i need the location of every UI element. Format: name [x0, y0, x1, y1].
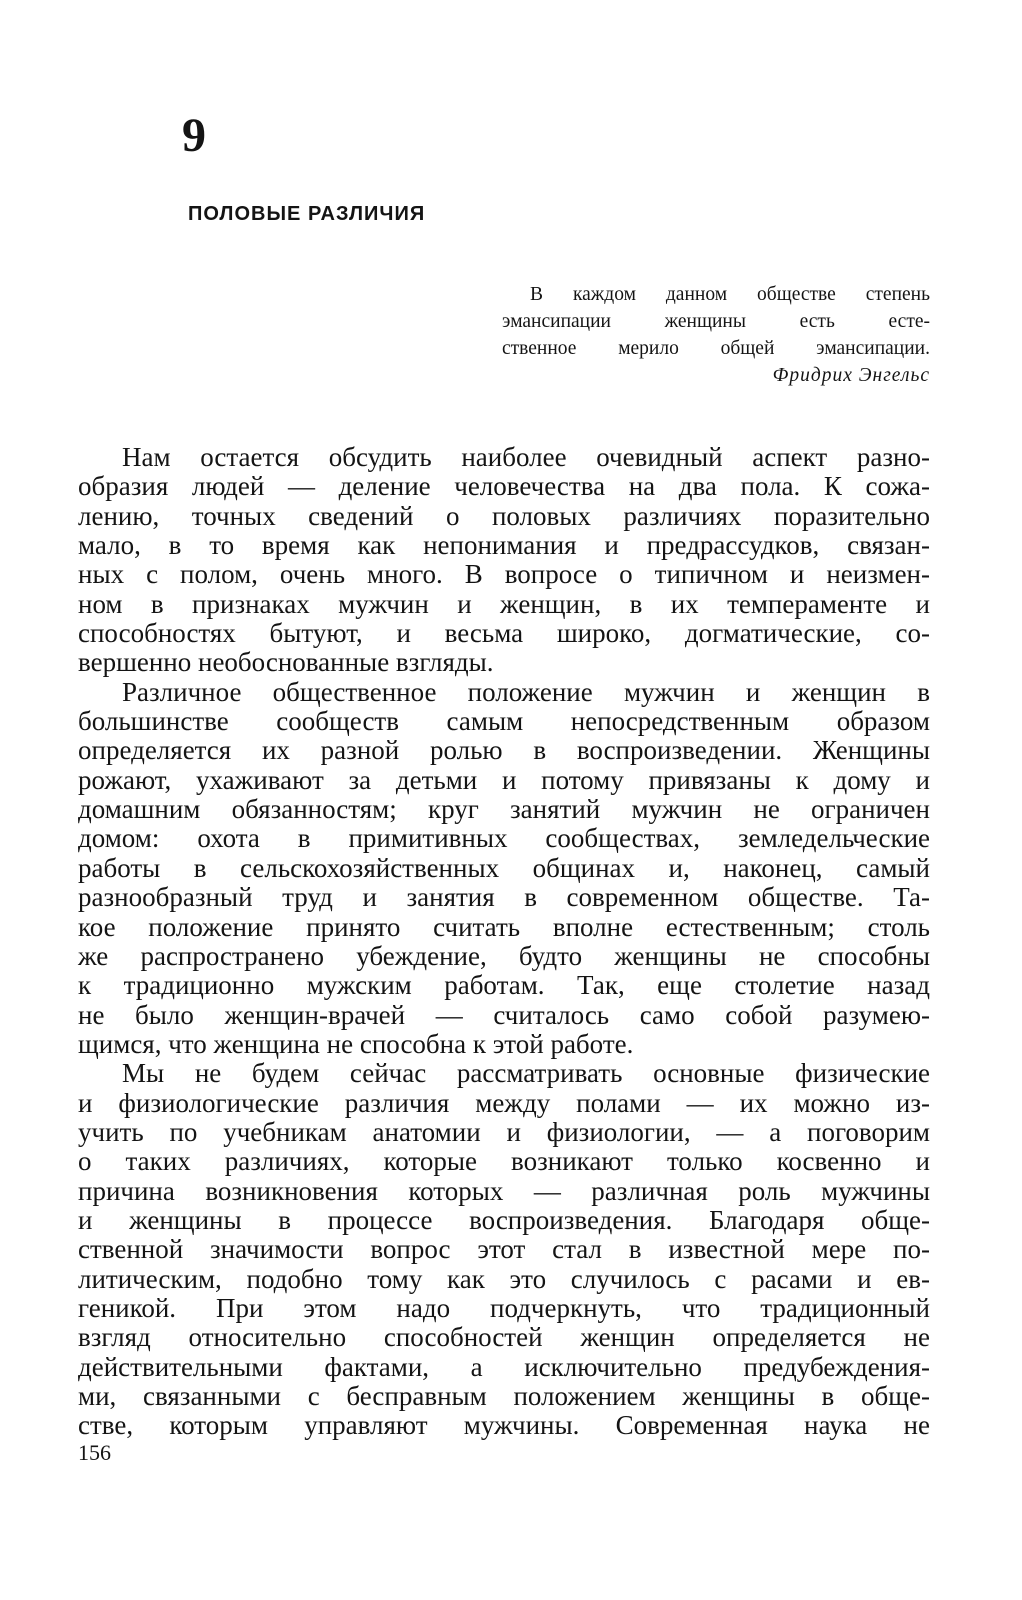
paragraph-line: ми, связанными с бесправным положением женщины в обще-: [78, 1381, 930, 1411]
paragraph-line: Мы не будем сейчас рассматривать основные физические: [122, 1058, 930, 1089]
paragraph-line: домашним обязанностям; круг занятий мужчин не ограничен: [78, 794, 930, 825]
paragraph-line: ственной значимости вопрос этот стал в известной мере по-: [78, 1234, 930, 1265]
paragraph-line: образия людей — деление человечества на два пола. К сожа-: [78, 471, 930, 502]
paragraph-line: Различное общественное положение мужчин и женщин в: [122, 676, 930, 707]
paragraph-line: определяется их разной ролью в воспроизведении. Женщины: [78, 735, 930, 766]
paragraph-line: взгляд относительно способностей женщин определяется не: [78, 1322, 930, 1353]
paragraph-line: домом: охота в примитивных сообществах, земледельческие: [78, 823, 930, 854]
paragraph-line: о таких различиях, которые возникают только косвенно и: [78, 1146, 930, 1177]
epigraph-line: ственное мерило общей эмансипации.: [502, 338, 930, 359]
epigraph-line: эмансипации женщины есть есте-: [502, 311, 930, 332]
paragraph-line: работы в сельскохозяйственных общинах и, наконец, самый: [78, 852, 930, 883]
paragraph-line: геникой. При этом надо подчеркнуть, что традиционный: [78, 1292, 930, 1323]
paragraph-line: действительными фактами, а исключительно предубеждения-: [78, 1351, 930, 1382]
page-number: 156: [78, 1440, 111, 1465]
chapter-number: 9: [182, 109, 206, 162]
paragraph-line: не было женщин-врачей — считалось само собой разумею-: [78, 999, 930, 1030]
paragraph-line: ных с полом, очень много. В вопросе о типичном и неизмен-: [78, 559, 930, 590]
paragraph-line: способностях бытуют, и весьма широко, догматические, со-: [78, 618, 930, 649]
paragraph-line: Нам остается обсудить наиболее очевидный аспект разно-: [122, 442, 930, 472]
paragraph-line: и женщины в процессе воспроизведения. Благодаря обще-: [78, 1204, 930, 1235]
chapter-title: ПОЛОВЫЕ РАЗЛИЧИЯ: [188, 203, 426, 225]
paragraph-line: кое положение принято считать вполне естественным; столь: [78, 911, 930, 942]
paragraph-line: стве, которым управляют мужчины. Современная наука не: [78, 1410, 930, 1441]
body-text: [78, 443, 930, 1441]
epigraph-author: Фридрих Энгельс: [772, 365, 930, 386]
epigraph: [502, 281, 930, 389]
paragraph-line: к традиционно мужским работам. Так, еще столетие назад: [78, 970, 930, 1001]
paragraph-line: учить по учебникам анатомии и физиологии, — а поговорим: [78, 1116, 930, 1147]
paragraph-line: вершенно необоснованные взгляды.: [78, 647, 494, 678]
paragraph-line: литическим, подобно тому как это случилось с расами и ев-: [78, 1263, 930, 1294]
paragraph-line: мало, в то время как непонимания и предрассудков, связан-: [78, 530, 930, 561]
paragraph-line: ном в признаках мужчин и женщин, в их темпераменте и: [78, 588, 930, 619]
paragraph-line: и физиологические различия между полами — их можно из-: [78, 1087, 930, 1118]
paragraph-line: рожают, ухаживают за детьми и потому привязаны к дому и: [78, 764, 930, 795]
paragraph-line: лению, точных сведений о половых различиях поразительно: [78, 500, 930, 531]
paragraph-line: причина возникновения которых — различная роль мужчины: [78, 1175, 930, 1206]
paragraph-line: щимся, что женщина не способна к этой работе.: [78, 1028, 634, 1059]
paragraph-line: же распространено убеждение, будто женщины не способны: [78, 940, 930, 971]
epigraph-line: В каждом данном обществе степень: [530, 284, 930, 305]
paragraph-line: разнообразный труд и занятия в современном обществе. Та-: [78, 882, 930, 913]
paragraph-line: большинстве сообществ самым непосредственным образом: [78, 706, 930, 737]
